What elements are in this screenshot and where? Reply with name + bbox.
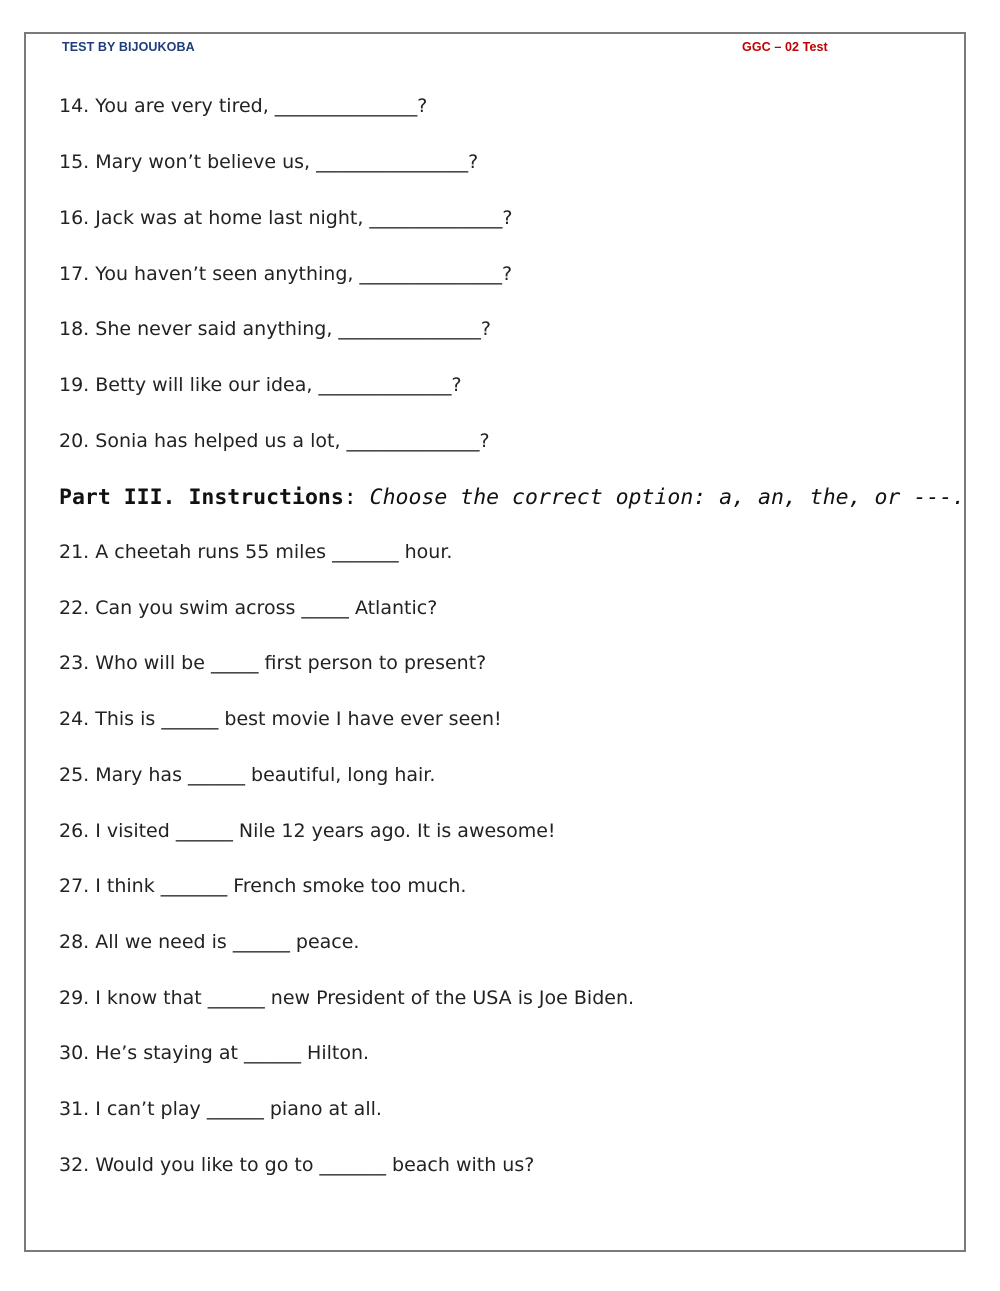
question-29: 29. I know that ______ new President of the USA is Joe Biden. (59, 987, 635, 1009)
question-22: 22. Can you swim across _____ Atlantic? (59, 597, 438, 619)
question-24: 24. This is ______ best movie I have ever seen! (59, 708, 502, 730)
question-19: 19. Betty will like our idea, ______________? (59, 374, 462, 396)
question-27: 27. I think _______ French smoke too much. (59, 875, 467, 897)
part-three-heading (59, 485, 965, 510)
question-28: 28. All we need is ______ peace. (59, 931, 360, 953)
question-15: 15. Mary won’t believe us, ________________? (59, 151, 479, 173)
question-30: 30. He’s staying at ______ Hilton. (59, 1042, 370, 1064)
question-23: 23. Who will be _____ first person to present? (59, 652, 487, 674)
question-16: 16. Jack was at home last night, ______________? (59, 207, 513, 229)
header-author: TEST BY BIJOUKOBA (62, 40, 195, 54)
part-three-instruction: Choose the correct option: a, an, the, or ---. (369, 485, 966, 510)
part-three-title: Part III. Instructions (59, 485, 344, 510)
question-32: 32. Would you like to go to _______ beach with us? (59, 1154, 535, 1176)
header-test-code: GGC – 02 Test (742, 40, 828, 54)
question-26: 26. I visited ______ Nile 12 years ago. It is awesome! (59, 820, 556, 842)
question-18: 18. She never said anything, _______________? (59, 318, 491, 340)
question-21: 21. A cheetah runs 55 miles _______ hour. (59, 541, 453, 563)
question-31: 31. I can’t play ______ piano at all. (59, 1098, 382, 1120)
part-three-colon: : (343, 485, 370, 510)
question-20: 20. Sonia has helped us a lot, ______________? (59, 430, 490, 452)
question-14: 14. You are very tired, _______________? (59, 95, 428, 117)
question-17: 17. You haven’t seen anything, _______________? (59, 263, 513, 285)
question-25: 25. Mary has ______ beautiful, long hair. (59, 764, 436, 786)
